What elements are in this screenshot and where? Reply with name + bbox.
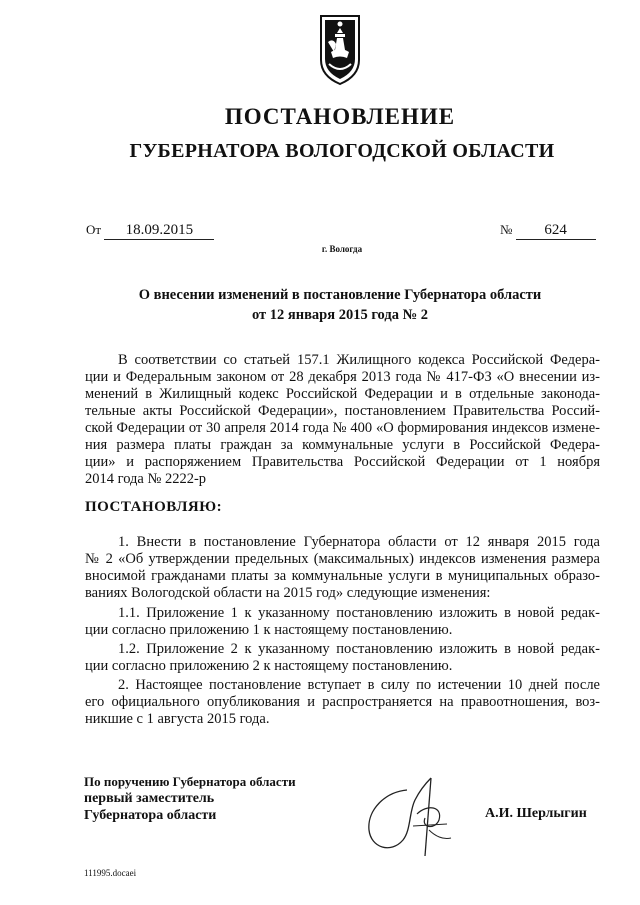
- text-line: В соответствии со статьей 157.1 Жилищного кодекса Российской Федера-: [118, 352, 600, 368]
- text-line: менений в Жилищный кодекс Российской Федерации и в отдельные законода-: [85, 386, 600, 402]
- document-subject: [0, 285, 640, 325]
- text-line: 2. Настоящее постановление вступает в силу по истечении 10 дней после: [118, 677, 600, 693]
- signature-position-line-2: Губернатора области: [84, 808, 217, 823]
- text-line: никшие с 1 августа 2015 года.: [85, 711, 270, 727]
- text-line: тельные акты Российской Федерации», постановлением Правительства Россий-: [85, 403, 600, 419]
- number-field: [500, 222, 596, 240]
- coat-of-arms-emblem: [317, 12, 363, 86]
- signer-name: А.И. Шерлыгин: [485, 806, 587, 821]
- date-prefix: От: [86, 222, 102, 237]
- footer-filename: 111995.docaei: [84, 868, 137, 878]
- item-2-paragraph: [85, 677, 600, 728]
- text-line: его официального опубликования и распространяется на правоотношения, воз-: [85, 694, 600, 710]
- text-line: 1.2. Приложение 2 к указанному постановлению изложить в новой редак-: [118, 641, 600, 657]
- signature-authority-line: По поручению Губернатора области: [84, 774, 296, 789]
- preamble-paragraph: [85, 352, 600, 488]
- text-line: 1.1. Приложение 1 к указанному постановлению изложить в новой редак-: [118, 605, 600, 621]
- subject-line-2: от 12 января 2015 года № 2: [251, 307, 429, 323]
- text-line: ции и Федеральным законом от 28 декабря 2013 года № 417-ФЗ «О внесении из-: [85, 369, 600, 385]
- handwritten-signature: [355, 770, 475, 860]
- text-line: вносимой гражданами платы за коммунальные услуги в муниципальных образо-: [85, 568, 600, 584]
- text-line: ции» и распоряжением Правительства Российской Федерации от 1 ноября: [85, 454, 600, 470]
- subject-line-1: О внесении изменений в постановление Губернатора области: [138, 287, 542, 303]
- text-line: 2014 года № 2222-р: [85, 471, 207, 487]
- item-1-paragraph: [85, 534, 600, 602]
- document-number: 624: [516, 222, 596, 240]
- date-field: [86, 222, 214, 240]
- text-line: ции согласно приложению 1 к настоящему постановлению.: [85, 622, 453, 638]
- document-title: ПОСТАНОВЛЕНИЕ: [224, 104, 456, 129]
- text-line: ской Федерации от 30 апреля 2014 года № 400 «О формирования индексов измене-: [85, 420, 600, 436]
- text-line: ния размера платы граждан за коммунальные услуги в Российской Федера-: [85, 437, 600, 453]
- decree-word: ПОСТАНОВЛЯЮ:: [85, 499, 223, 515]
- city: г. Вологда: [321, 244, 363, 254]
- text-line: ции согласно приложению 2 к настоящему постановлению.: [85, 658, 453, 674]
- document-date: 18.09.2015: [104, 222, 214, 240]
- item-1-2-paragraph: [85, 641, 600, 675]
- text-line: ваниях Вологодской области на 2015 год» следующие изменения:: [85, 585, 491, 601]
- number-prefix: №: [500, 222, 513, 237]
- text-line: 1. Внести в постановление Губернатора области от 12 января 2015 года: [118, 534, 600, 550]
- signature-position-line-1: первый заместитель: [84, 791, 215, 806]
- document-subtitle: ГУБЕРНАТОРА ВОЛОГОДСКОЙ ОБЛАСТИ: [129, 140, 555, 162]
- item-1-1-paragraph: [85, 605, 600, 639]
- text-line: № 2 «Об утверждении предельных (максимальных) индексов изменения размера: [85, 551, 600, 567]
